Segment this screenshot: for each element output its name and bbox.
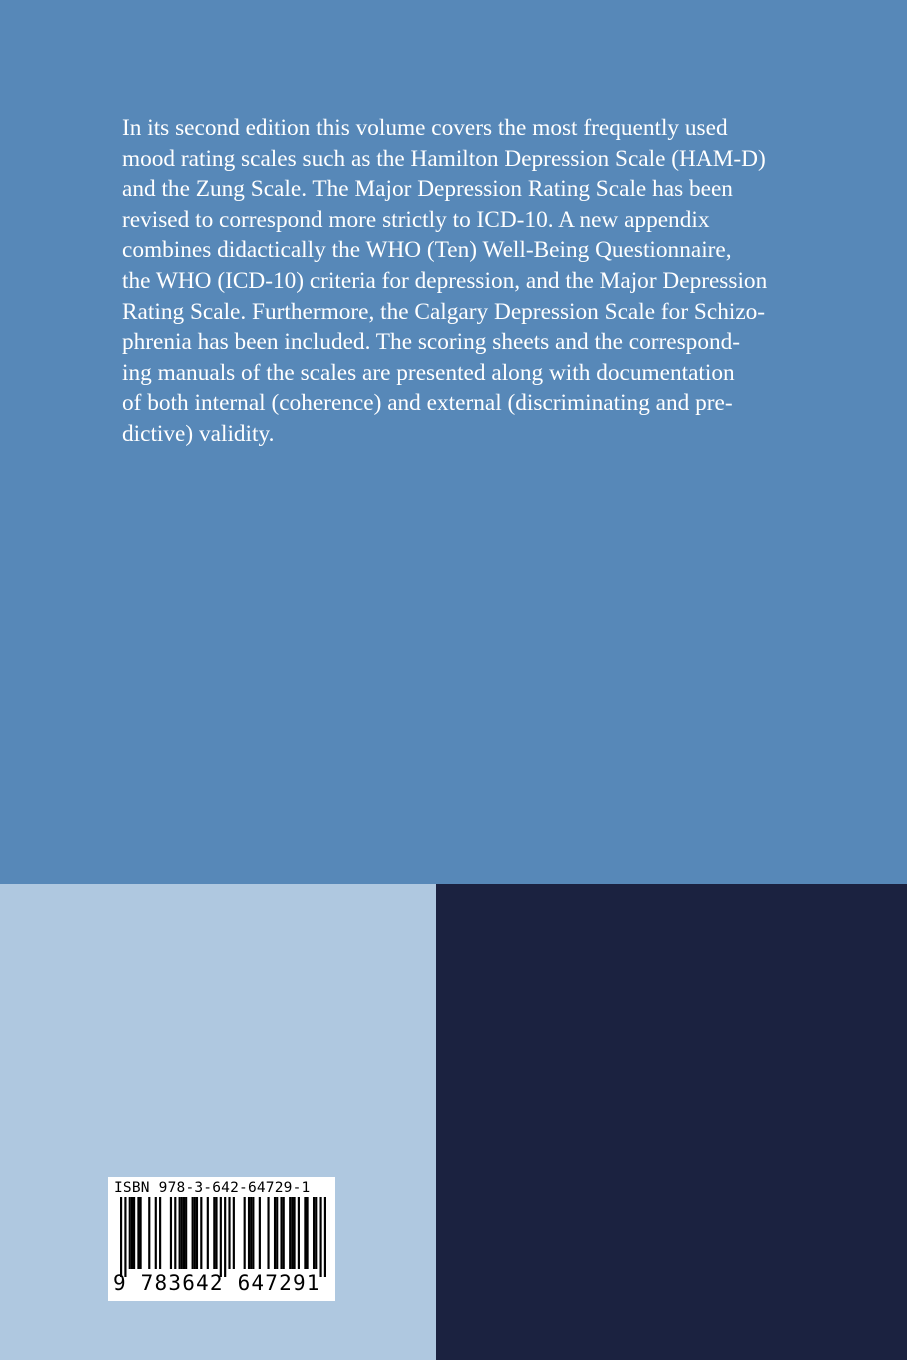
barcode-bar	[183, 1197, 185, 1269]
back-cover-blurb: In its second edition this volume covers the most frequently used mood rating scales such as the Hamilton Depression Scale (HAM-D) and the Zung Scale. The Major Depression Rating Scale has been revised to correspond more strictly to ICD-10. A new appendix combines didactically the WHO (Ten) Well-Being Questionnaire, the WHO (ICD-10) criteria for depression, and the Major Depression Rating Scale. Furthermore, the Calgary Depression Scale for Schizo- phrenia has been included. The scoring sheets and the correspond- ing manuals of the scales are presented along with documentation of both internal (coherence) and external (discriminating and pre- dictive) validity.	[122, 115, 768, 447]
barcode-bar	[250, 1197, 252, 1269]
barcode-bar	[181, 1197, 183, 1269]
barcode-bar	[220, 1197, 222, 1277]
barcode-bar	[124, 1197, 126, 1277]
barcode-bar	[148, 1197, 150, 1269]
barcode-bar	[137, 1197, 139, 1269]
isbn-label: ISBN 978-3-642-64729-1	[114, 1180, 311, 1196]
barcode-bar	[224, 1197, 226, 1277]
barcode-bar	[174, 1197, 176, 1269]
barcode-bar	[194, 1197, 196, 1269]
barcode-bar	[233, 1197, 235, 1269]
barcode-bar	[276, 1197, 278, 1269]
barcode-bar	[267, 1197, 269, 1269]
barcode-bar	[244, 1197, 246, 1269]
barcode-bar	[324, 1197, 326, 1277]
barcode-bar	[140, 1197, 142, 1269]
barcode-bar	[120, 1197, 122, 1277]
barcode-bar	[280, 1197, 282, 1269]
barcode-bar	[133, 1197, 135, 1269]
barcode-bar	[129, 1197, 131, 1269]
barcode-bar	[319, 1197, 321, 1277]
barcode-bar	[298, 1197, 300, 1269]
barcode-bar	[207, 1197, 209, 1269]
barcode-bar	[313, 1197, 315, 1269]
barcode-bar	[293, 1197, 295, 1269]
barcode-bar	[213, 1197, 215, 1269]
barcode-bar	[315, 1197, 317, 1269]
barcode-digits: 9 783642 647291	[113, 1271, 321, 1295]
isbn-barcode	[108, 1177, 335, 1301]
barcode-bar	[259, 1197, 261, 1269]
barcode-bar	[291, 1197, 293, 1269]
barcode-bar	[155, 1197, 157, 1269]
barcode-bar	[196, 1197, 198, 1269]
bottom-right-panel	[436, 884, 907, 1360]
barcode-bar	[248, 1197, 250, 1269]
barcode-bar	[170, 1197, 172, 1269]
barcode-bar	[215, 1197, 217, 1269]
barcode-bar	[283, 1197, 285, 1269]
barcode-bar	[131, 1197, 133, 1269]
barcode-bar	[274, 1197, 276, 1269]
barcode-bar	[228, 1197, 230, 1269]
barcode-bar	[185, 1197, 187, 1269]
barcode-bar	[159, 1197, 161, 1269]
barcode-bar	[306, 1197, 308, 1269]
barcode-bar	[179, 1197, 181, 1269]
barcode-bar	[252, 1197, 254, 1269]
barcode-bar	[289, 1197, 291, 1269]
barcode-bar	[192, 1197, 194, 1269]
barcode-bars	[120, 1197, 326, 1277]
barcode-bar	[200, 1197, 202, 1269]
barcode-bar	[304, 1197, 306, 1269]
